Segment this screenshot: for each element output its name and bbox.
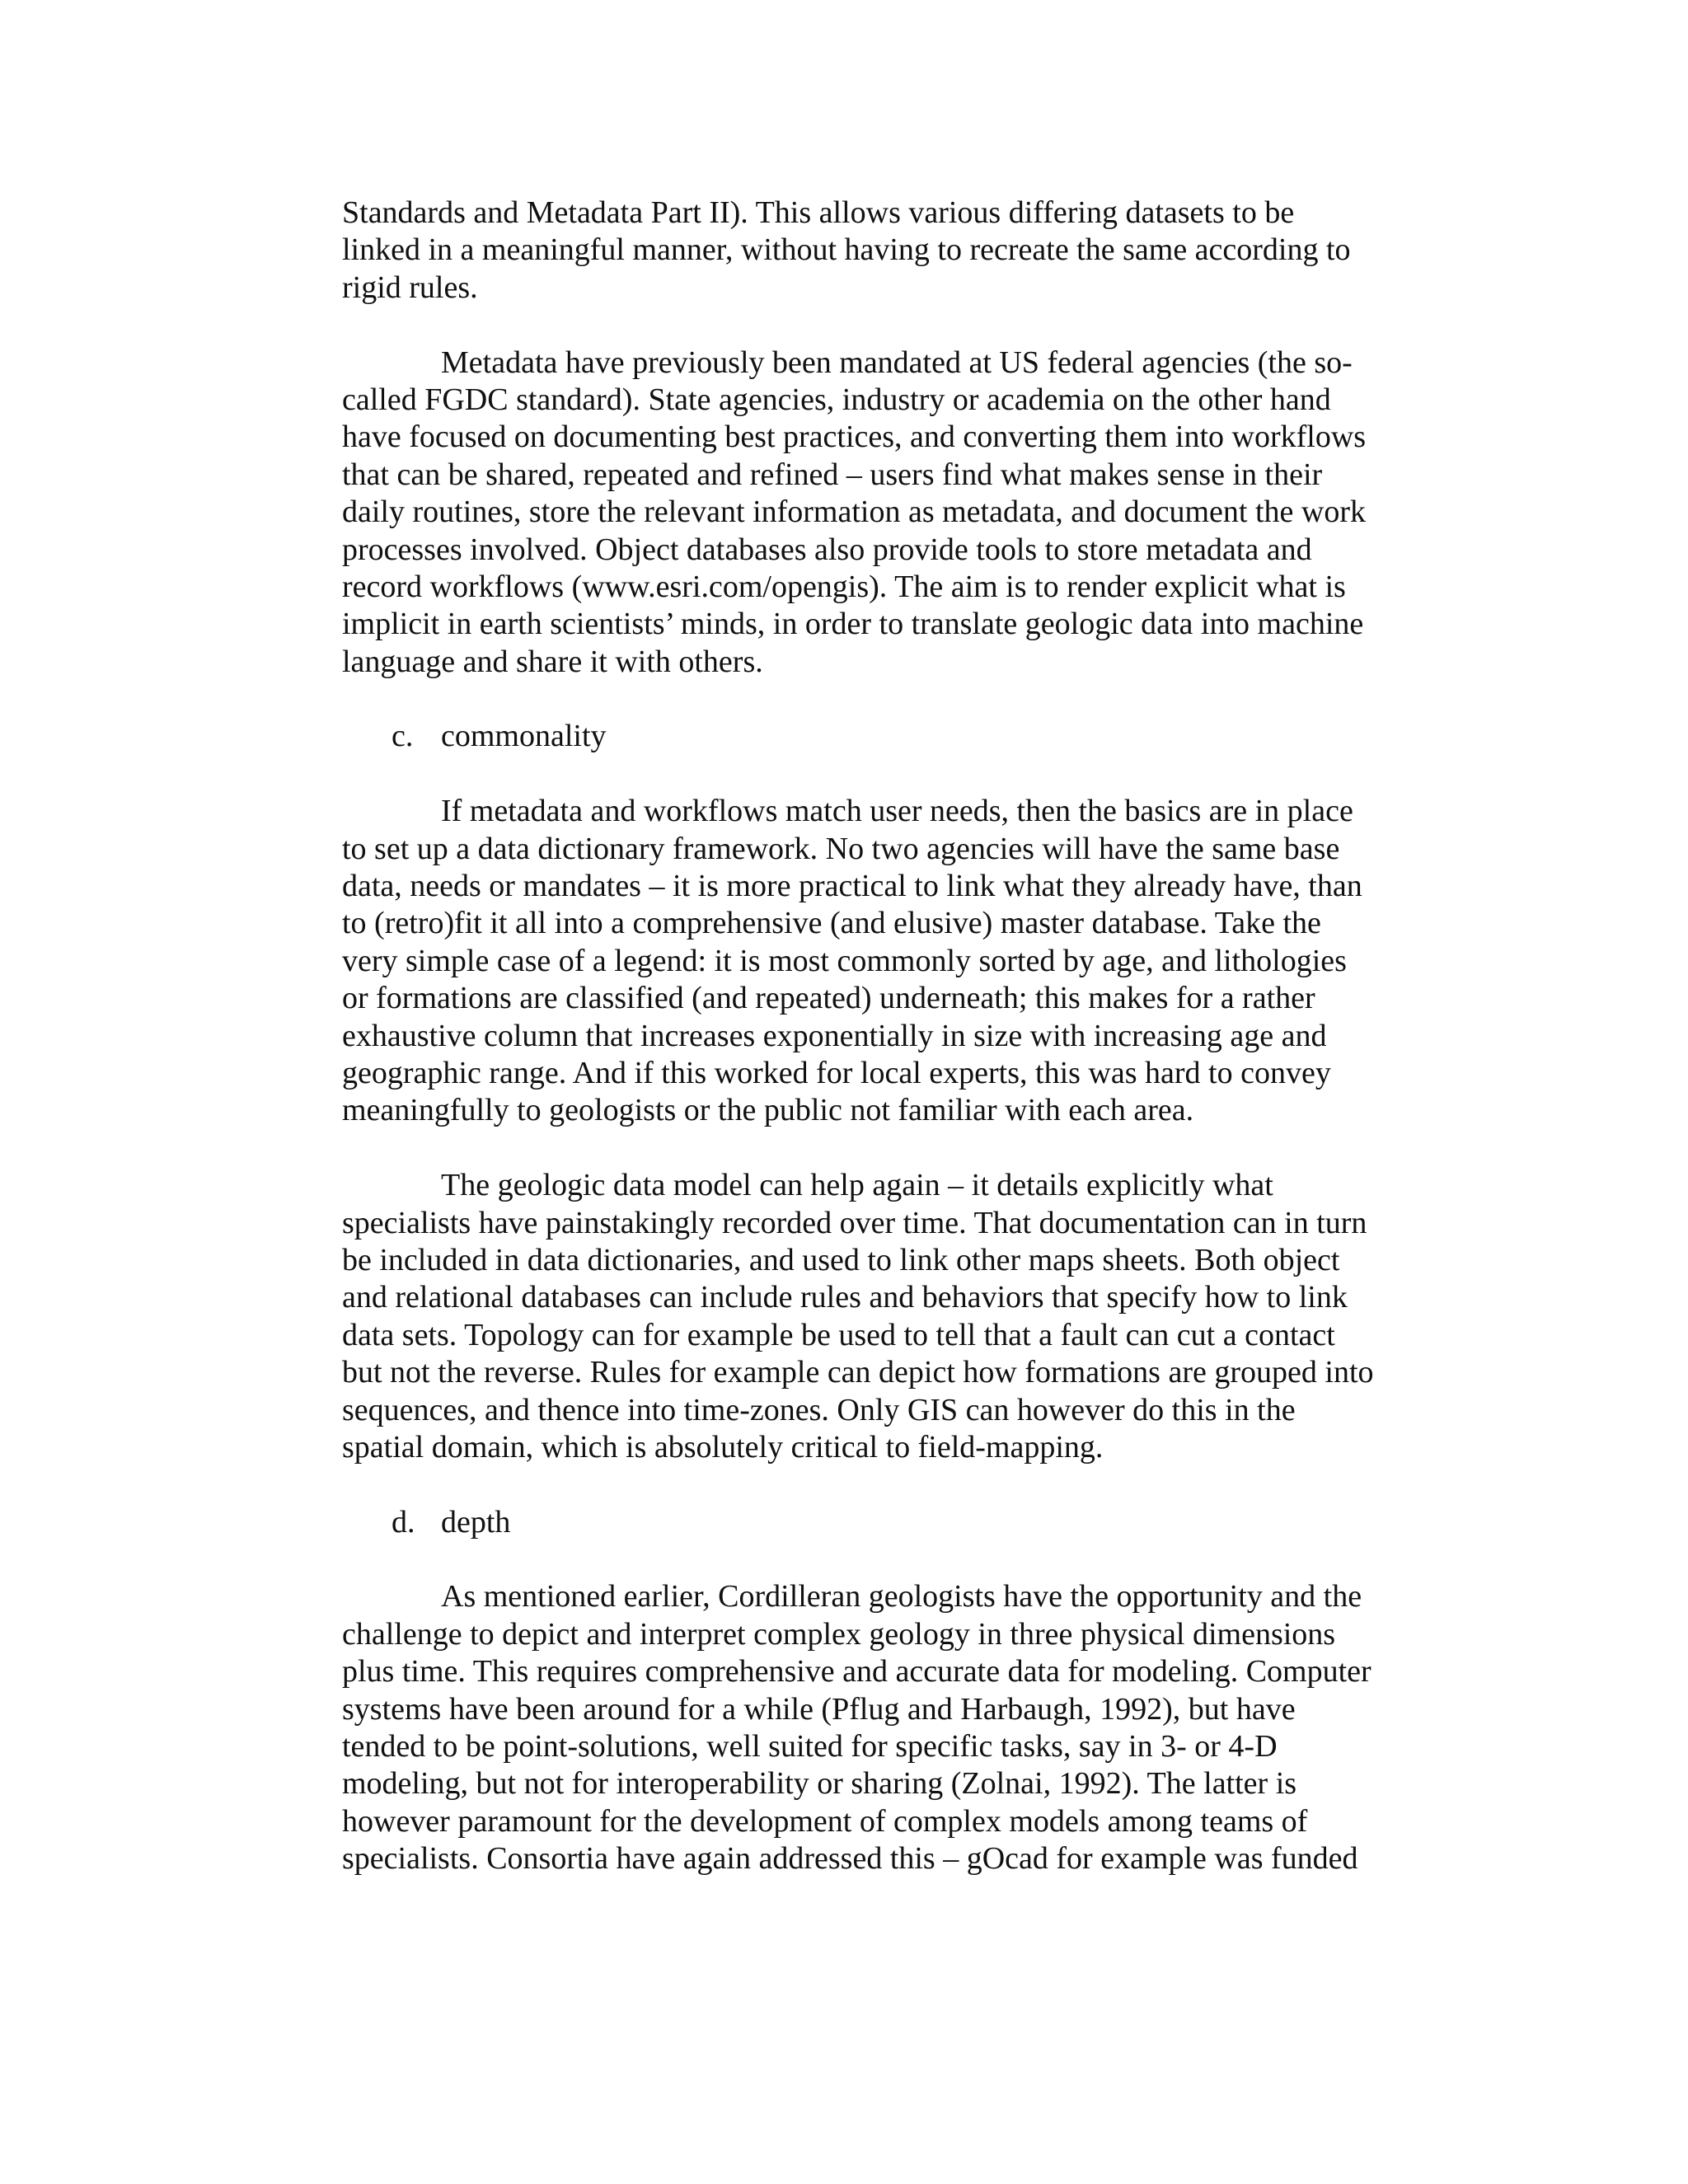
paragraph-gap [342,1130,1430,1167]
paragraph-1 [342,194,1430,307]
section-heading-depth [342,1504,1430,1541]
paragraph-3 [342,793,1430,1130]
text-line: specialists have painstakingly recorded over time. That documentation can in turn [342,1205,1367,1240]
paragraph-gap [342,1541,1430,1578]
text-line: to (retro)fit it all into a comprehensive (and elusive) master database. Take the [342,906,1321,941]
text-line: tended to be point-solutions, well suited for specific tasks, say in 3- or 4-D [342,1729,1278,1765]
text-line: and relational databases can include rules and behaviors that specify how to link [342,1280,1348,1315]
paragraph-5 [342,1578,1430,1877]
text-line: called FGDC standard). State agencies, industry or academia on the other hand [342,382,1331,417]
text-line-first: Metadata have previously been mandated at US federal agencies (the so- [441,344,1353,380]
text-line: sequences, and thence into time-zones. Only GIS can however do this in the [342,1392,1296,1427]
text-line: very simple case of a legend: it is most commonly sorted by age, and lithologies [342,943,1347,978]
text-line: data sets. Topology can for example be used to tell that a fault can cut a contact [342,1317,1335,1352]
paragraph-2 [342,344,1430,682]
section-marker: c. [392,719,414,754]
text-line: linked in a meaningful manner, without having to recreate the same according to [342,232,1351,268]
paragraph-gap [342,307,1430,344]
section-heading-commonality [342,718,1430,755]
section-marker: d. [392,1504,415,1540]
paragraph-4 [342,1167,1430,1466]
text-line: Standards and Metadata Part II). This allows various differing datasets to be [342,195,1295,230]
text-line: specialists. Consortia have again addressed this – gOcad for example was funded [342,1841,1358,1877]
text-line-first: If metadata and workflows match user needs, then the basics are in place [441,794,1353,829]
text-line: exhaustive column that increases exponentially in size with increasing age and [342,1018,1327,1053]
text-line: processes involved. Object databases also provide tools to store metadata and [342,532,1312,567]
text-line: spatial domain, which is absolutely critical to field-mapping. [342,1429,1104,1465]
text-line: modeling, but not for interoperability or sharing (Zolnai, 1992). The latter is [342,1766,1297,1802]
text-line-first: As mentioned earlier, Cordilleran geologists have the opportunity and the [441,1579,1362,1615]
paragraph-gap [342,756,1430,793]
text-line: systems have been around for a while (Pflug and Harbaugh, 1992), but have [342,1691,1296,1727]
text-line: be included in data dictionaries, and used to link other maps sheets. Both object [342,1242,1340,1277]
text-line: geographic range. And if this worked for local experts, this was hard to convey [342,1055,1331,1090]
page-body [342,194,1430,1878]
text-line: implicit in earth scientists’ minds, in order to translate geologic data into machine [342,607,1364,642]
text-line: challenge to depict and interpret complex geology in three physical dimensions [342,1616,1336,1652]
text-line: to set up a data dictionary framework. No two agencies will have the same base [342,831,1340,866]
text-line: that can be shared, repeated and refined – users find what makes sense in their [342,457,1323,492]
text-line: have focused on documenting best practices, and converting them into workflows [342,419,1367,455]
text-line: plus time. This requires comprehensive and accurate data for modeling. Computer [342,1654,1372,1690]
text-line: however paramount for the development of complex models among teams of [342,1803,1308,1839]
text-line: but not the reverse. Rules for example can depict how formations are grouped into [342,1355,1374,1390]
text-line: meaningfully to geologists or the public not familiar with each area. [342,1093,1194,1128]
section-title: depth [441,1504,511,1540]
paragraph-gap [342,1466,1430,1503]
paragraph-gap [342,681,1430,718]
text-line: language and share it with others. [342,644,763,679]
section-title: commonality [441,719,607,754]
text-line: rigid rules. [342,269,478,305]
text-line: or formations are classified (and repeated) underneath; this makes for a rather [342,981,1315,1016]
text-line-first: The geologic data model can help again – it details explicitly what [441,1168,1273,1203]
text-line: record workflows (www.esri.com/opengis). The aim is to render explicit what is [342,569,1346,604]
text-line: data, needs or mandates – it is more practical to link what they already have, than [342,869,1362,904]
text-line: daily routines, store the relevant information as metadata, and document the work [342,494,1366,530]
